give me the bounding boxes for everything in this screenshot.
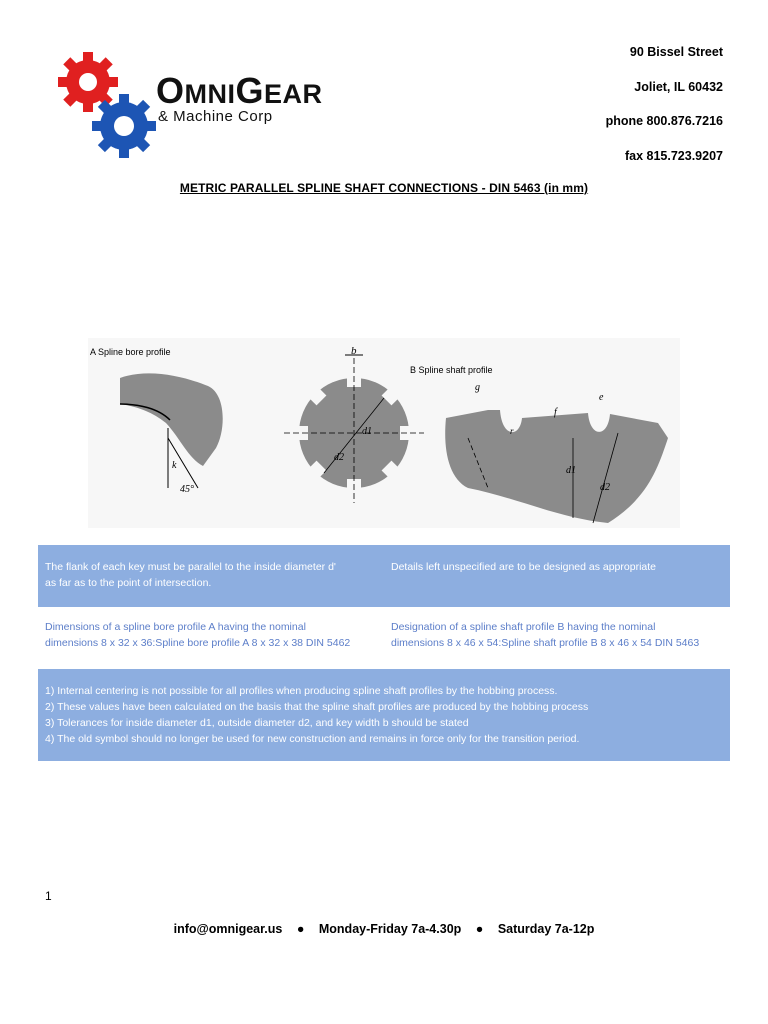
label-spline-shaft-profile: B Spline shaft profile bbox=[410, 365, 493, 375]
flank-note bbox=[45, 559, 385, 591]
shaft-designation bbox=[391, 619, 731, 651]
footer bbox=[0, 922, 768, 936]
label-d2: d2 bbox=[334, 452, 344, 463]
bullet-separator-icon: ● bbox=[296, 922, 305, 936]
page-number: 1 bbox=[45, 889, 52, 903]
document-title: METRIC PARALLEL SPLINE SHAFT CONNECTIONS - DIN 5463 (in mm) bbox=[179, 181, 589, 195]
logo-wordmark bbox=[156, 70, 323, 112]
flank-note-line: The flank of each key must be parallel to the inside diameter d' bbox=[45, 561, 336, 573]
footer-weekday-hours: Monday-Friday 7a-4.30p bbox=[318, 922, 462, 936]
footer-email[interactable]: info@omnigear.us bbox=[173, 922, 283, 936]
label-45-degrees: 45° bbox=[180, 484, 194, 495]
address-fax: fax 815.723.9207 bbox=[624, 148, 723, 163]
bullet-separator-icon: ● bbox=[475, 922, 484, 936]
label-k: k bbox=[172, 460, 177, 471]
shaft-designation-line: dimensions 8 x 46 x 54:Spline shaft profile B 8 x 46 x 54 DIN 5463 bbox=[391, 637, 700, 649]
note-item: 3) Tolerances for inside diameter d1, outside diameter d2, and key width b should be stated bbox=[45, 717, 469, 729]
label-d1: d1 bbox=[362, 426, 372, 437]
omnigear-logo bbox=[50, 48, 322, 162]
address-phone: phone 800.876.7216 bbox=[605, 114, 723, 128]
label-r: r bbox=[510, 426, 514, 436]
label-d1-shaft: d1 bbox=[566, 465, 576, 476]
logo-letter: O bbox=[156, 70, 185, 111]
bore-designation bbox=[45, 619, 385, 651]
bore-designation-line: Dimensions of a spline bore profile A having the nominal bbox=[45, 621, 306, 633]
bore-designation-line: dimensions 8 x 32 x 36:Spline bore profile A 8 x 32 x 38 DIN 5462 bbox=[45, 637, 351, 649]
label-d2-shaft: d2 bbox=[600, 482, 610, 493]
spline-profile-figure bbox=[88, 338, 680, 528]
logo-letters: MNI bbox=[184, 79, 236, 109]
label-f: f bbox=[554, 407, 557, 418]
company-address bbox=[523, 42, 723, 180]
logo-letters: EAR bbox=[264, 79, 323, 109]
label-g: g bbox=[475, 382, 480, 393]
shaft-designation-line: Designation of a spline shaft profile B having the nominal bbox=[391, 621, 656, 633]
label-e: e bbox=[599, 392, 604, 403]
flank-note-line: as far as to the point of intersection. bbox=[45, 577, 212, 589]
notes-panel-flank bbox=[38, 545, 730, 607]
logo-subtitle: & Machine Corp bbox=[158, 108, 273, 125]
label-b: b bbox=[351, 345, 357, 357]
note-item: 4) The old symbol should no longer be used for new construction and remains in force only for the transition period. bbox=[45, 733, 580, 745]
address-city: Joliet, IL 60432 bbox=[634, 79, 723, 94]
label-spline-bore-profile: A Spline bore profile bbox=[90, 347, 171, 357]
logo-letter: G bbox=[235, 70, 265, 111]
gear-logo-icon bbox=[50, 48, 160, 162]
footer-saturday-hours: Saturday 7a-12p bbox=[497, 922, 595, 936]
numbered-notes-panel bbox=[38, 669, 730, 761]
designation-row bbox=[38, 619, 730, 659]
note-item: 1) Internal centering is not possible for all profiles when producing spline shaft profiles by the hobbing process. bbox=[45, 685, 558, 697]
note-item: 2) These values have been calculated on the basis that the spline shaft profiles are produced by the hobbing process bbox=[45, 701, 589, 713]
address-street: 90 Bissel Street bbox=[629, 45, 723, 59]
unspecified-details-note: Details left unspecified are to be designed as appropriate bbox=[391, 561, 657, 573]
